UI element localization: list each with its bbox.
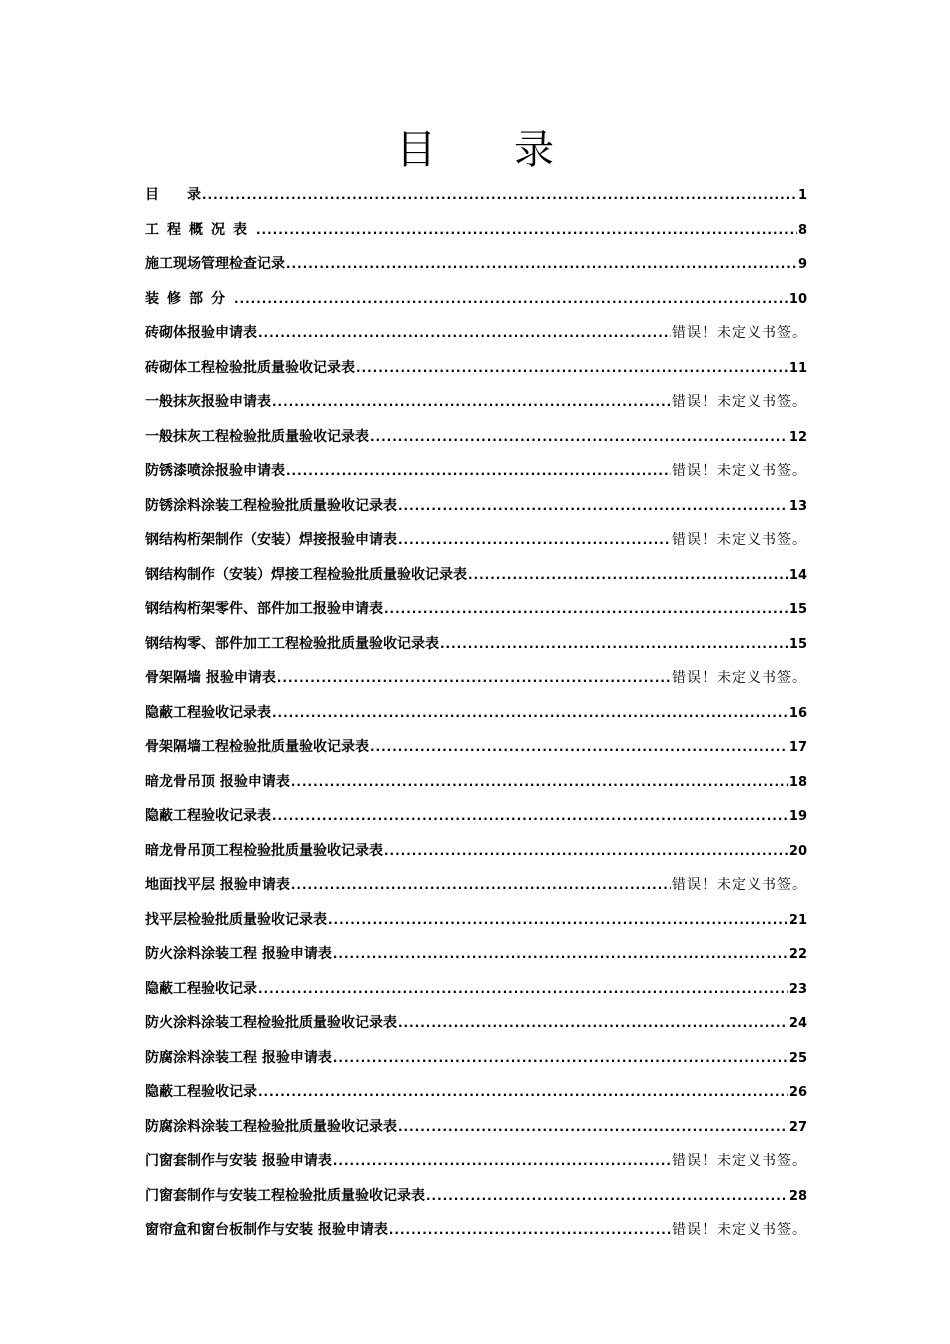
toc-dot-leader xyxy=(272,801,788,831)
toc-entry[interactable] xyxy=(145,939,807,974)
toc-dot-leader xyxy=(202,180,797,210)
toc-dot-leader xyxy=(272,387,671,417)
toc-entry-page-number: 14 xyxy=(788,567,807,583)
toc-entry-label: 砖砌体工程检验批质量验收记录表 xyxy=(145,359,355,376)
toc-entry[interactable] xyxy=(145,870,807,905)
toc-entry-label: 一般抹灰报验申请表 xyxy=(145,394,271,410)
toc-dot-leader xyxy=(426,1181,788,1211)
toc-entry[interactable] xyxy=(145,456,807,491)
table-of-contents xyxy=(145,180,807,1250)
toc-dot-leader xyxy=(398,525,671,555)
toc-entry[interactable] xyxy=(145,698,807,733)
toc-entry-page-number: 13 xyxy=(788,498,807,514)
toc-dot-leader xyxy=(258,974,788,1004)
toc-entry[interactable] xyxy=(145,905,807,940)
toc-entry-page-number: 23 xyxy=(788,981,807,997)
toc-entry-label: 防腐涂料涂装工程 报验申请表 xyxy=(145,1049,332,1066)
toc-entry-label: 砖砌体报验申请表 xyxy=(145,325,257,341)
toc-dot-leader xyxy=(468,560,788,590)
toc-dot-leader xyxy=(389,1215,671,1245)
toc-entry[interactable] xyxy=(145,1112,807,1147)
toc-dot-leader xyxy=(356,353,788,383)
toc-entry[interactable] xyxy=(145,1215,807,1250)
toc-entry-label: 暗龙骨吊顶工程检验批质量验收记录表 xyxy=(145,842,383,859)
toc-entry-label: 防锈漆喷涂报验申请表 xyxy=(145,463,285,479)
toc-dot-leader xyxy=(328,905,788,935)
toc-entry-page-number: 26 xyxy=(788,1085,807,1100)
toc-dot-leader xyxy=(398,491,788,521)
toc-dot-leader xyxy=(234,284,788,314)
toc-entry-error-ref: 错误！未定义书签。 xyxy=(672,877,807,893)
toc-entry[interactable] xyxy=(145,1043,807,1078)
toc-entry-page-number: 1 xyxy=(797,188,807,203)
toc-entry[interactable] xyxy=(145,353,807,388)
toc-entry-page-number: 18 xyxy=(788,774,807,790)
toc-dot-leader xyxy=(286,249,797,279)
toc-dot-leader xyxy=(333,939,788,969)
toc-entry-error-ref: 错误！未定义书签。 xyxy=(672,325,807,341)
toc-dot-leader xyxy=(370,732,788,762)
toc-entry-page-number: 22 xyxy=(788,947,807,962)
toc-entry-label: 防火涂料涂装工程检验批质量验收记录表 xyxy=(145,1015,397,1031)
toc-entry[interactable] xyxy=(145,594,807,629)
toc-entry-label: 隐蔽工程验收记录表 xyxy=(145,704,271,721)
toc-entry-page-number: 8 xyxy=(797,222,807,238)
toc-entry[interactable] xyxy=(145,1077,807,1112)
toc-entry[interactable] xyxy=(145,974,807,1009)
toc-entry-page-number: 9 xyxy=(797,257,807,272)
title-char-right: 录 xyxy=(514,127,554,173)
toc-entry-error-ref: 错误！未定义书签。 xyxy=(672,463,807,479)
toc-entry-label: 隐蔽工程验收记录 xyxy=(145,980,257,997)
toc-entry-page-number: 27 xyxy=(788,1119,807,1135)
toc-entry-page-number: 28 xyxy=(788,1188,807,1204)
toc-entry[interactable] xyxy=(145,836,807,871)
toc-dot-leader xyxy=(384,836,788,866)
toc-entry-label: 隐蔽工程验收记录表 xyxy=(145,808,271,824)
toc-entry-label: 防火涂料涂装工程 报验申请表 xyxy=(145,946,332,962)
toc-dot-leader xyxy=(272,698,788,728)
toc-entry[interactable] xyxy=(145,801,807,836)
toc-entry[interactable] xyxy=(145,491,807,526)
toc-entry[interactable] xyxy=(145,215,807,250)
toc-dot-leader xyxy=(440,629,788,659)
toc-entry[interactable] xyxy=(145,629,807,664)
toc-entry-page-number: 17 xyxy=(788,740,807,755)
toc-entry[interactable] xyxy=(145,318,807,353)
toc-entry[interactable] xyxy=(145,180,807,215)
toc-dot-leader xyxy=(291,767,788,797)
toc-entry-label: 工程概况表 xyxy=(145,221,255,238)
toc-entry-page-number: 19 xyxy=(788,809,807,824)
toc-dot-leader xyxy=(398,1008,788,1038)
toc-entry-label: 窗帘盒和窗台板制作与安装 报验申请表 xyxy=(145,1222,388,1238)
toc-dot-leader xyxy=(333,1043,788,1073)
toc-entry-error-ref: 错误！未定义书签。 xyxy=(672,532,807,548)
toc-entry-label: 钢结构制作（安装）焊接工程检验批质量验收记录表 xyxy=(145,566,467,583)
toc-entry-label: 钢结构零、部件加工工程检验批质量验收记录表 xyxy=(145,635,439,652)
title-char-left: 目 xyxy=(396,127,436,173)
toc-entry[interactable] xyxy=(145,525,807,560)
toc-dot-leader xyxy=(291,870,671,900)
toc-entry-page-number: 10 xyxy=(788,291,807,307)
toc-entry-page-number: 25 xyxy=(788,1050,807,1066)
toc-entry[interactable] xyxy=(145,284,807,319)
toc-dot-leader xyxy=(333,1146,671,1176)
toc-entry[interactable] xyxy=(145,422,807,457)
toc-dot-leader xyxy=(398,1112,788,1142)
toc-entry[interactable] xyxy=(145,1146,807,1181)
toc-entry-label: 施工现场管理检查记录 xyxy=(145,256,285,272)
toc-entry-page-number: 15 xyxy=(788,636,807,652)
toc-dot-leader xyxy=(258,318,671,348)
toc-entry-label: 目 录 xyxy=(145,187,201,203)
toc-entry-label: 防腐涂料涂装工程检验批质量验收记录表 xyxy=(145,1118,397,1135)
toc-entry[interactable] xyxy=(145,732,807,767)
toc-entry-error-ref: 错误！未定义书签。 xyxy=(672,1153,807,1169)
toc-entry[interactable] xyxy=(145,767,807,802)
toc-dot-leader xyxy=(258,1077,788,1107)
toc-entry-label: 隐蔽工程验收记录 xyxy=(145,1084,257,1100)
toc-entry[interactable] xyxy=(145,387,807,422)
toc-entry-label: 骨架隔墙工程检验批质量验收记录表 xyxy=(145,739,369,755)
toc-entry-label: 骨架隔墙 报验申请表 xyxy=(145,670,276,686)
toc-entry-label: 装修部分 xyxy=(145,290,233,307)
toc-entry[interactable] xyxy=(145,663,807,698)
toc-entry-page-number: 20 xyxy=(788,843,807,859)
toc-entry-page-number: 11 xyxy=(788,360,807,376)
toc-entry-page-number: 24 xyxy=(788,1016,807,1031)
toc-entry[interactable] xyxy=(145,1008,807,1043)
toc-dot-leader xyxy=(384,594,788,624)
toc-entry-page-number: 12 xyxy=(788,429,807,445)
toc-entry-page-number: 21 xyxy=(788,912,807,928)
toc-entry-label: 地面找平层 报验申请表 xyxy=(145,877,290,893)
toc-entry-label: 找平层检验批质量验收记录表 xyxy=(145,911,327,928)
toc-entry-label: 钢结构桁架零件、部件加工报验申请表 xyxy=(145,601,383,617)
toc-dot-leader xyxy=(277,663,671,693)
toc-entry[interactable] xyxy=(145,249,807,284)
toc-entry-error-ref: 错误！未定义书签。 xyxy=(672,394,807,410)
toc-entry[interactable] xyxy=(145,560,807,595)
toc-entry-label: 暗龙骨吊顶 报验申请表 xyxy=(145,773,290,790)
toc-entry-label: 一般抹灰工程检验批质量验收记录表 xyxy=(145,428,369,445)
toc-entry-page-number: 15 xyxy=(788,602,807,617)
toc-entry[interactable] xyxy=(145,1181,807,1216)
toc-entry-label: 门窗套制作与安装工程检验批质量验收记录表 xyxy=(145,1187,425,1204)
toc-entry-label: 门窗套制作与安装 报验申请表 xyxy=(145,1153,332,1169)
toc-dot-leader xyxy=(370,422,788,452)
toc-entry-error-ref: 错误！未定义书签。 xyxy=(672,670,807,686)
toc-entry-page-number: 16 xyxy=(788,705,807,721)
toc-dot-leader xyxy=(286,456,671,486)
toc-entry-error-ref: 错误！未定义书签。 xyxy=(672,1222,807,1238)
toc-dot-leader xyxy=(256,215,797,245)
toc-entry-label: 防锈涂料涂装工程检验批质量验收记录表 xyxy=(145,497,397,514)
page-title xyxy=(0,122,950,178)
toc-entry-label: 钢结构桁架制作（安装）焊接报验申请表 xyxy=(145,532,397,548)
